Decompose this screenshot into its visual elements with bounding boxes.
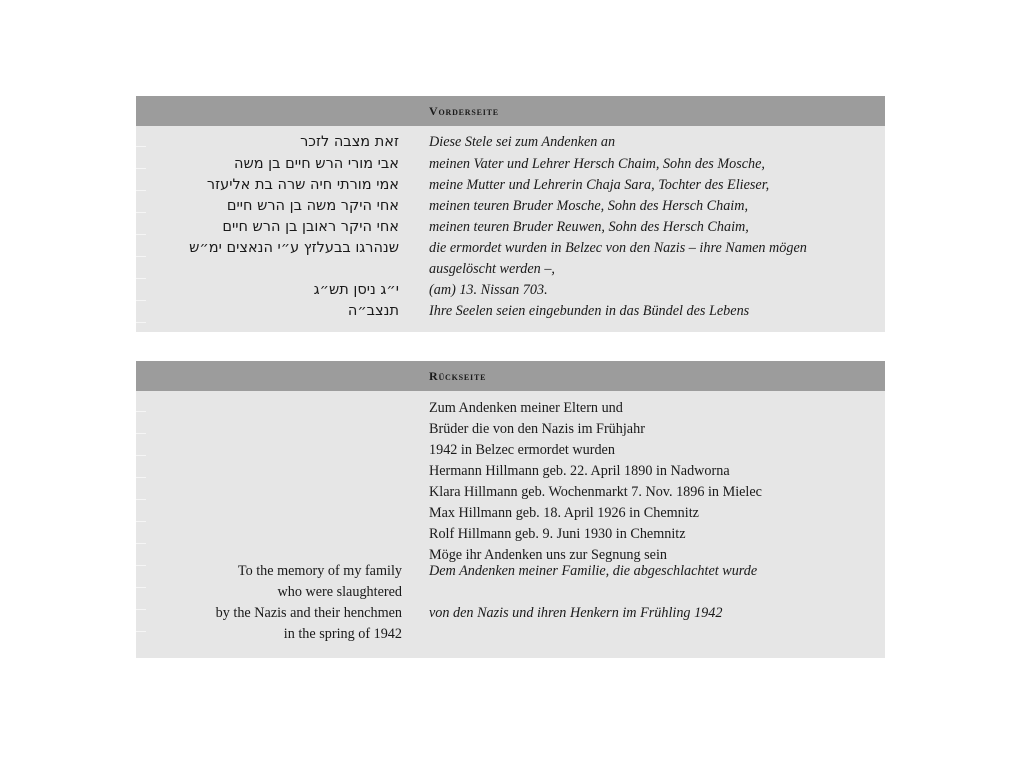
tick-mark <box>136 411 146 412</box>
back-side-title: Rückseite <box>429 369 487 383</box>
tick-mark <box>136 234 146 235</box>
front-side-header <box>136 96 885 126</box>
german-line: Möge ihr Andenken uns zur Segnung sein <box>429 547 668 563</box>
german-line: 1942 in Belzec ermordet wurden <box>429 442 615 458</box>
german-line: meinen teuren Bruder Reuwen, Sohn des Hersch Chaim, <box>429 219 749 235</box>
back-side-panel <box>136 361 885 658</box>
german-line: Zum Andenken meiner Eltern und <box>429 400 623 416</box>
english-line: who were slaughtered <box>277 584 402 600</box>
tick-mark <box>136 499 146 500</box>
tick-mark <box>136 455 146 456</box>
tick-mark <box>136 278 146 279</box>
back-side-header <box>136 361 885 391</box>
hebrew-line: אמי מורתי חיה שרה בת אליעזר <box>206 177 399 193</box>
german-line: meinen Vater und Lehrer Hersch Chaim, Sohn des Mosche, <box>429 156 765 172</box>
german-line: (am) 13. Nissan 703. <box>429 282 548 298</box>
tick-mark <box>136 565 146 566</box>
hebrew-line: אבי מורי הרש חיים בן משה <box>233 156 399 172</box>
german-line: Ihre Seelen seien eingebunden in das Bündel des Lebens <box>429 303 750 319</box>
hebrew-line: זאת מצבה לזכר <box>300 134 399 150</box>
tick-mark <box>136 587 146 588</box>
tick-mark <box>136 477 146 478</box>
tick-mark <box>136 609 146 610</box>
english-line: To the memory of my family <box>237 563 402 579</box>
tick-mark <box>136 212 146 213</box>
german-line: Rolf Hillmann geb. 9. Juni 1930 in Chemnitz <box>429 526 686 542</box>
german-line: meinen teuren Bruder Mosche, Sohn des Hersch Chaim, <box>429 198 749 214</box>
german-line: Max Hillmann geb. 18. April 1926 in Chemnitz <box>429 505 699 521</box>
tick-mark <box>136 146 146 147</box>
tick-mark <box>136 322 146 323</box>
german-line: von den Nazis und ihren Henkern im Frühling 1942 <box>429 605 723 621</box>
hebrew-line: שנהרגו בבעלזץ ע״י הנאצים ימ״ש <box>189 240 399 256</box>
hebrew-line: י״ג ניסן תש״ג <box>313 282 399 298</box>
tick-mark <box>136 190 146 191</box>
front-side-title: Vorderseite <box>429 104 499 118</box>
hebrew-line: תנצב״ה <box>347 303 399 319</box>
german-line: Dem Andenken meiner Familie, die abgeschlachtet wurde <box>429 563 758 579</box>
german-line: Brüder die von den Nazis im Frühjahr <box>429 421 645 437</box>
tick-mark <box>136 631 146 632</box>
german-line: Hermann Hillmann geb. 22. April 1890 in Nadworna <box>429 463 730 479</box>
front-side-panel <box>136 96 885 332</box>
tick-mark <box>136 256 146 257</box>
english-line: in the spring of 1942 <box>283 626 402 642</box>
german-line: meine Mutter und Lehrerin Chaja Sara, Tochter des Elieser, <box>429 177 770 193</box>
german-line: die ermordet wurden in Belzec von den Nazis – ihre Namen mögen <box>429 240 807 256</box>
tick-mark <box>136 433 146 434</box>
german-line: ausgelöscht werden –, <box>429 261 555 277</box>
hebrew-line: אחי היקר ראובן בן הרש חיים <box>222 219 399 235</box>
tick-mark <box>136 521 146 522</box>
german-line: Klara Hillmann geb. Wochenmarkt 7. Nov. 1896 in Mielec <box>429 484 762 500</box>
tick-mark <box>136 300 146 301</box>
english-line: by the Nazis and their henchmen <box>215 605 402 621</box>
tick-mark <box>136 168 146 169</box>
german-line: Diese Stele sei zum Andenken an <box>429 134 616 150</box>
tick-mark <box>136 543 146 544</box>
hebrew-line: אחי היקר משה בן הרש חיים <box>226 198 399 214</box>
